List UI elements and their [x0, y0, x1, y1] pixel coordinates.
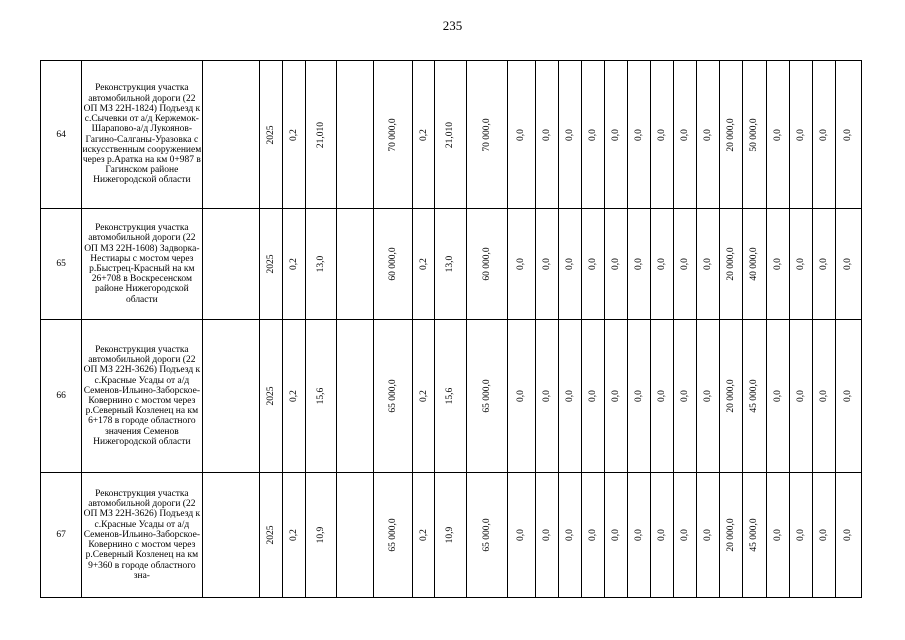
value-cell: [466, 61, 507, 209]
value-text: 0,0: [772, 390, 783, 402]
value-cell: [507, 320, 535, 473]
value-cell: [413, 61, 435, 209]
value-text: 0,0: [703, 258, 714, 270]
value-cell: [259, 61, 282, 209]
value-cell: [835, 473, 861, 598]
value-text: 0,2: [418, 529, 429, 541]
table-row: [41, 473, 862, 598]
value-text: 0,0: [772, 529, 783, 541]
value-cell: [697, 209, 720, 320]
value-text: 0,0: [843, 529, 854, 541]
value-cell: [558, 61, 581, 209]
value-text: 0,2: [288, 128, 299, 141]
value-text: 65 000,0: [388, 518, 399, 552]
value-text: 0,2: [288, 529, 299, 541]
value-cell: [743, 209, 766, 320]
value-text: 65 000,0: [481, 379, 492, 413]
value-text: 15,6: [445, 387, 456, 405]
value-cell: [581, 61, 604, 209]
empty-cell: [202, 209, 259, 320]
value-cell: [305, 209, 336, 320]
value-text: 0,0: [795, 529, 806, 541]
table-row: [41, 209, 862, 320]
value-text: 0,0: [516, 390, 527, 402]
value-cell: [558, 473, 581, 598]
value-cell: [604, 61, 627, 209]
value-cell: [697, 61, 720, 209]
value-text: 0,0: [634, 128, 645, 141]
value-text: 0,0: [564, 128, 575, 141]
value-text: 0,0: [795, 390, 806, 402]
value-text: 60 000,0: [481, 247, 492, 281]
value-cell: [305, 320, 336, 473]
value-cell: [337, 61, 374, 209]
value-cell: [789, 473, 812, 598]
value-cell: [413, 209, 435, 320]
value-cell: [535, 61, 558, 209]
value-text: 0,0: [587, 258, 598, 270]
value-text: 0,0: [657, 258, 668, 270]
value-text: 0,0: [680, 258, 691, 270]
value-cell: [628, 209, 651, 320]
value-cell: [282, 61, 305, 209]
value-text: 0,0: [843, 128, 854, 141]
value-text: 0,0: [772, 128, 783, 141]
value-text: 0,0: [516, 128, 527, 141]
budget-table: [40, 60, 862, 598]
value-cell: [835, 61, 861, 209]
value-text: 0,0: [541, 529, 552, 541]
value-text: 0,2: [288, 258, 299, 270]
object-name: Реконструкция участка автомобильной дороги (22 ОП МЗ 22Н-1608) Задворка-Нестиары с мостом через р.Быстрец-Красный на км 26+708 в Воскресенском районе Нижегородской области: [82, 209, 202, 320]
value-text: 0,0: [703, 529, 714, 541]
value-text: 13,0: [315, 255, 326, 273]
value-text: 20 000,0: [726, 117, 737, 152]
value-text: 0,0: [818, 258, 829, 270]
value-text: 0,0: [634, 390, 645, 402]
value-text: 0,0: [516, 529, 527, 541]
value-text: 70 000,0: [388, 117, 399, 152]
value-cell: [628, 61, 651, 209]
value-text: 0,0: [587, 529, 598, 541]
value-text: 0,0: [611, 258, 621, 270]
value-cell: [789, 61, 812, 209]
value-cell: [305, 61, 336, 209]
value-cell: [374, 61, 413, 209]
value-text: 0,0: [818, 128, 829, 141]
value-text: 0,2: [288, 390, 299, 402]
object-name: Реконструкция участка автомобильной дороги (22 ОП МЗ 22Н-1824) Подъезд к с.Сычевки от а/д Кержемок-Шарапово-а/д Лукоянов-Гагино-Салганы-Уразовка с искусственным сооружением через р.Аратка на км 0+987 в Гагинском районе Нижегородской области: [82, 61, 202, 209]
value-text: 0,0: [541, 128, 552, 141]
value-cell: [720, 473, 743, 598]
row-number: 67: [41, 473, 82, 598]
value-cell: [259, 209, 282, 320]
value-cell: [604, 320, 627, 473]
value-text: 20 000,0: [726, 379, 737, 413]
value-text: 0,0: [611, 529, 621, 541]
value-text: 2025: [265, 125, 276, 144]
value-cell: [558, 209, 581, 320]
value-cell: [435, 320, 466, 473]
value-cell: [651, 209, 674, 320]
value-cell: [835, 320, 861, 473]
value-text: 0,0: [843, 258, 854, 270]
value-text: 21,010: [315, 121, 326, 148]
value-text: 0,0: [657, 128, 668, 141]
value-text: 0,0: [818, 390, 829, 402]
value-cell: [282, 473, 305, 598]
table-body: [41, 61, 862, 598]
value-text: 45 000,0: [749, 518, 760, 552]
value-cell: [720, 209, 743, 320]
value-cell: [766, 473, 789, 598]
value-cell: [766, 209, 789, 320]
value-text: 0,0: [680, 128, 691, 141]
value-cell: [743, 473, 766, 598]
value-text: 0,0: [772, 258, 783, 270]
value-cell: [282, 320, 305, 473]
value-cell: [535, 320, 558, 473]
value-text: 70 000,0: [481, 117, 492, 152]
value-cell: [674, 320, 697, 473]
value-cell: [835, 209, 861, 320]
value-text: 0,0: [680, 390, 691, 402]
value-text: 0,0: [587, 390, 598, 402]
table-row: [41, 61, 862, 209]
value-cell: [628, 320, 651, 473]
row-number: 65: [41, 209, 82, 320]
value-text: 0,0: [657, 390, 668, 402]
value-cell: [581, 320, 604, 473]
value-text: 0,0: [818, 529, 829, 541]
value-cell: [337, 473, 374, 598]
page-number: 235: [442, 18, 463, 33]
value-cell: [435, 473, 466, 598]
value-text: 0,0: [634, 258, 645, 270]
value-cell: [812, 320, 835, 473]
row-number: 66: [41, 320, 82, 473]
value-cell: [720, 320, 743, 473]
value-text: 10,9: [445, 526, 456, 544]
value-text: 13,0: [445, 255, 456, 273]
object-name: Реконструкция участка автомобильной дороги (22 ОП МЗ 22Н-3626) Подъезд к с.Красные Усады от а/д Семенов-Ильино-Заборское-Ковернино с мостом через р.Северный Козленец на км 9+360 в городе областного зна-: [82, 473, 202, 598]
value-cell: [507, 473, 535, 598]
value-cell: [674, 209, 697, 320]
value-cell: [259, 473, 282, 598]
value-cell: [651, 61, 674, 209]
value-cell: [766, 61, 789, 209]
value-cell: [466, 473, 507, 598]
value-text: 2025: [265, 254, 276, 274]
row-number: 64: [41, 61, 82, 209]
value-cell: [558, 320, 581, 473]
value-text: 0,0: [703, 128, 714, 141]
value-text: 0,0: [703, 390, 714, 402]
value-cell: [651, 320, 674, 473]
value-cell: [720, 61, 743, 209]
value-cell: [604, 473, 627, 598]
value-text: 50 000,0: [749, 117, 760, 152]
value-text: 15,6: [315, 387, 326, 405]
value-text: 0,0: [541, 258, 552, 270]
value-text: 0,0: [541, 390, 552, 402]
value-cell: [697, 320, 720, 473]
empty-cell: [202, 61, 259, 209]
empty-cell: [202, 320, 259, 473]
value-cell: [535, 473, 558, 598]
value-cell: [651, 473, 674, 598]
value-text: 0,0: [795, 258, 806, 270]
empty-cell: [202, 473, 259, 598]
value-cell: [812, 61, 835, 209]
value-cell: [413, 320, 435, 473]
value-text: 0,0: [634, 529, 645, 541]
value-cell: [374, 209, 413, 320]
value-cell: [507, 209, 535, 320]
value-text: 45 000,0: [749, 379, 760, 413]
value-text: 0,0: [795, 128, 806, 141]
value-cell: [374, 473, 413, 598]
value-cell: [466, 320, 507, 473]
value-cell: [628, 473, 651, 598]
value-text: 0,0: [587, 128, 598, 141]
value-text: 40 000,0: [749, 247, 760, 281]
value-text: 20 000,0: [726, 247, 737, 281]
value-cell: [743, 320, 766, 473]
value-text: 65 000,0: [481, 518, 492, 552]
table-row: [41, 320, 862, 473]
value-cell: [466, 209, 507, 320]
value-cell: [581, 473, 604, 598]
value-text: 2025: [265, 525, 276, 545]
object-name: Реконструкция участка автомобильной дороги (22 ОП МЗ 22Н-3626) Подъезд к с.Красные Усады от а/д Семенов-Ильино-Заборское-Ковернино с мостом через р.Северный Козленец на км 6+178 в городе областного значения Семенов Нижегородской области: [82, 320, 202, 473]
value-cell: [674, 61, 697, 209]
value-text: 0,0: [564, 258, 575, 270]
value-cell: [337, 209, 374, 320]
value-cell: [789, 320, 812, 473]
value-text: 0,0: [516, 258, 527, 270]
value-cell: [337, 320, 374, 473]
value-cell: [812, 209, 835, 320]
value-cell: [259, 320, 282, 473]
value-text: 20 000,0: [726, 518, 737, 552]
value-text: 0,0: [843, 390, 854, 402]
value-text: 2025: [265, 386, 276, 406]
value-cell: [305, 473, 336, 598]
value-cell: [674, 473, 697, 598]
value-cell: [789, 209, 812, 320]
value-text: 0,2: [418, 390, 429, 402]
value-cell: [413, 473, 435, 598]
value-cell: [435, 61, 466, 209]
value-text: 0,2: [418, 258, 429, 270]
value-text: 0,0: [611, 128, 621, 141]
value-text: 65 000,0: [388, 379, 399, 413]
value-cell: [812, 473, 835, 598]
value-cell: [282, 209, 305, 320]
value-text: 0,0: [680, 529, 691, 541]
value-text: 10,9: [315, 526, 326, 544]
value-text: 0,0: [564, 390, 575, 402]
value-text: 0,2: [418, 128, 429, 141]
value-cell: [743, 61, 766, 209]
value-text: 60 000,0: [388, 247, 399, 281]
value-cell: [766, 320, 789, 473]
value-text: 21,010: [445, 121, 456, 148]
value-cell: [435, 209, 466, 320]
value-text: 0,0: [657, 529, 668, 541]
value-cell: [507, 61, 535, 209]
value-cell: [581, 209, 604, 320]
value-text: 0,0: [611, 390, 621, 402]
value-cell: [697, 473, 720, 598]
value-cell: [604, 209, 627, 320]
value-text: 0,0: [564, 529, 575, 541]
value-cell: [374, 320, 413, 473]
value-cell: [535, 209, 558, 320]
